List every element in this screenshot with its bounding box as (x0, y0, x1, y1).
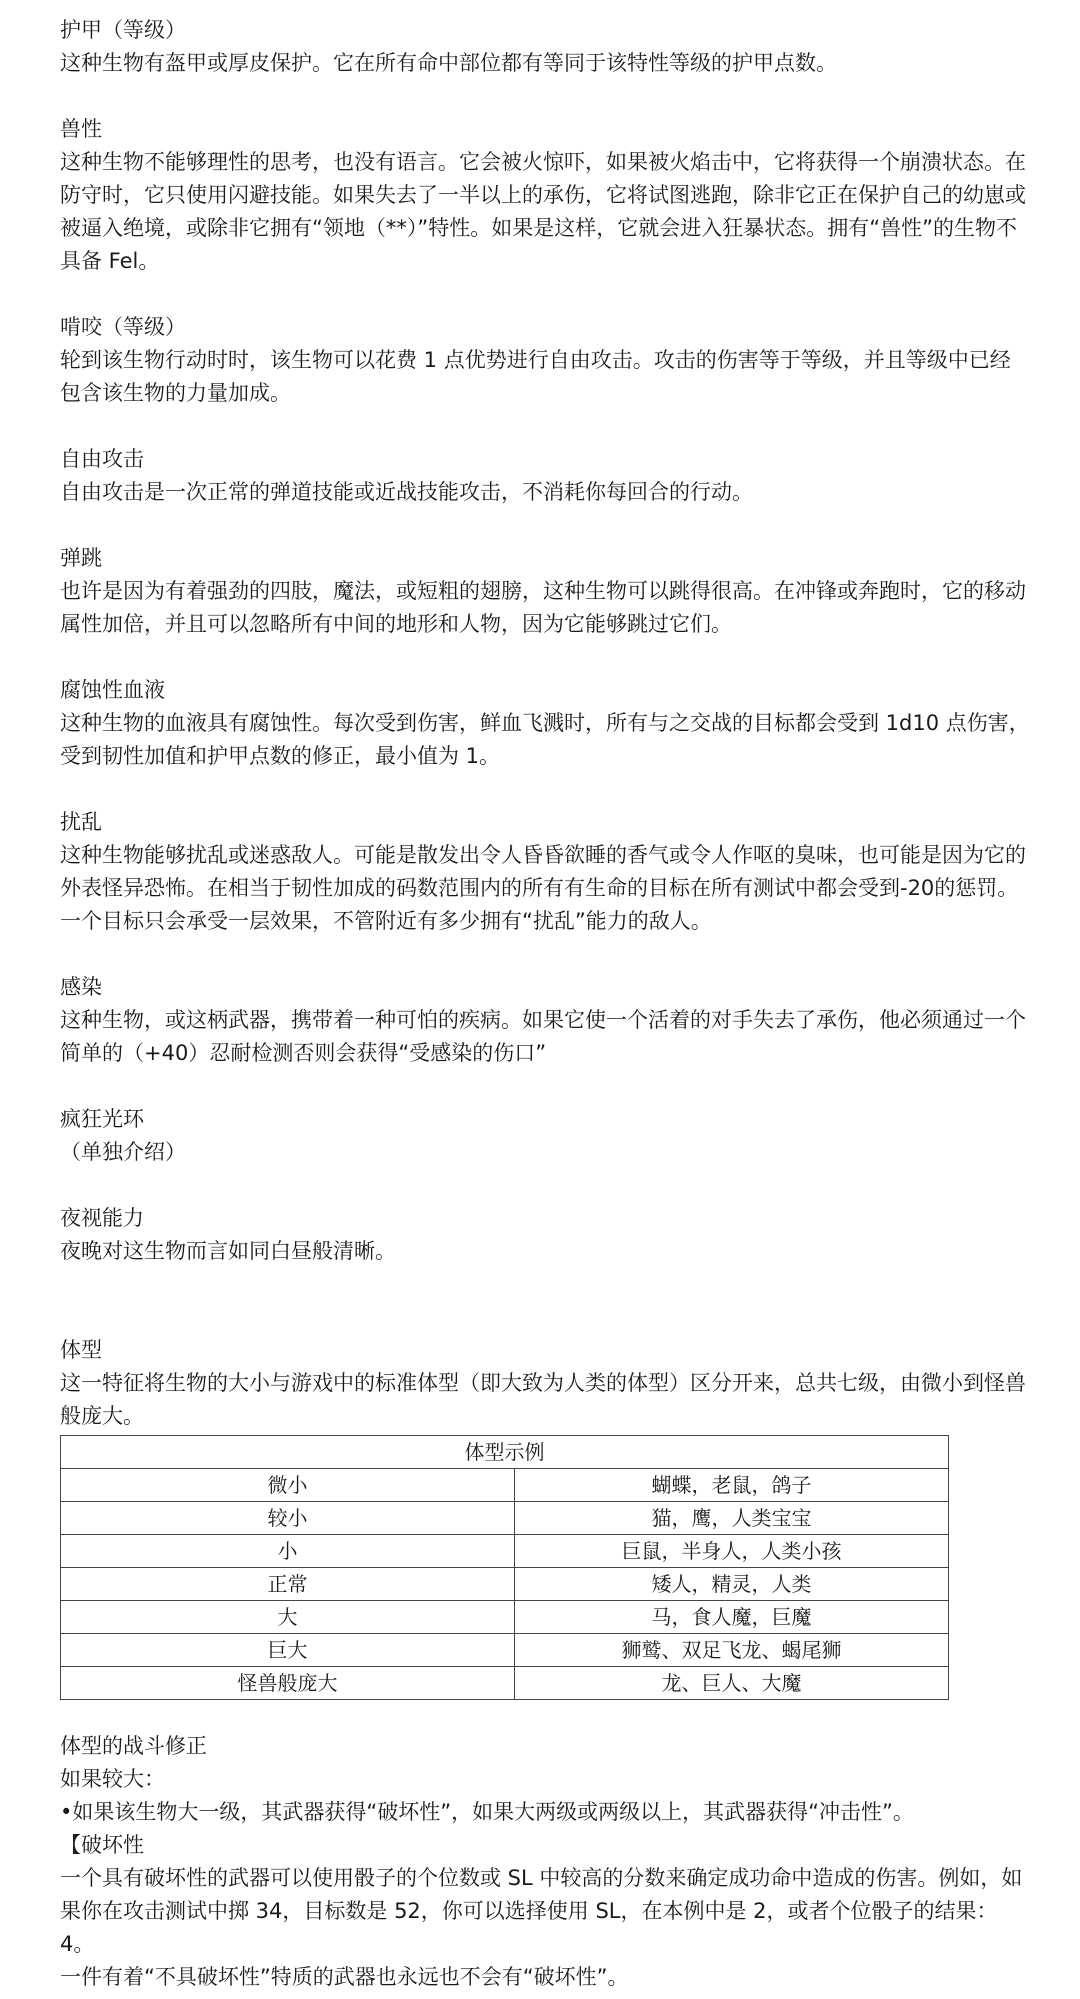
size-category: 微小 (61, 1469, 515, 1502)
trait-title: 护甲（等级） (60, 18, 186, 42)
trait-infected (60, 971, 1030, 1070)
trait-bite (60, 311, 1030, 410)
size-examples: 猫，鹰，人类宝宝 (515, 1502, 949, 1535)
size-examples: 巨鼠，半身人，人类小孩 (515, 1535, 949, 1568)
size-combat-modifiers (60, 1730, 1030, 1994)
trait-armour (60, 14, 1030, 80)
table-row (61, 1568, 949, 1601)
table-row (61, 1634, 949, 1667)
damaging-subheading: 【破坏性 (60, 1833, 144, 1857)
size-category: 小 (61, 1535, 515, 1568)
trait-title: 感染 (60, 975, 102, 999)
trait-corrosive-blood (60, 674, 1030, 773)
table-row (61, 1535, 949, 1568)
table-row (61, 1667, 949, 1700)
trait-night-vision (60, 1202, 1030, 1268)
trait-description: 夜晚对这生物而言如同白昼般清晰。 (60, 1239, 396, 1263)
document-page (60, 14, 1030, 1994)
trait-description: 这种生物，或这柄武器，携带着一种可怕的疾病。如果它使一个活着的对手失去了承伤，他必须通过一个简单的（+40）忍耐检测否则会获得“受感染的伤口” (60, 1008, 1026, 1065)
table-row (61, 1601, 949, 1634)
trait-title: 疯狂光环 (60, 1107, 144, 1131)
combat-title: 体型的战斗修正 (60, 1734, 207, 1758)
size-examples-table (60, 1435, 949, 1700)
damaging-note: 一件有着“不具破坏性”特质的武器也永远也不会有“破坏性”。 (60, 1965, 629, 1989)
size-examples: 蝴蝶，老鼠，鸽子 (515, 1469, 949, 1502)
damaging-description: 一个具有破坏性的武器可以使用骰子的个位数或 SL 中较高的分数来确定成功命中造成的伤害。例如，如果你在攻击测试中掷 34，目标数是 52，你可以选择使用 SL，在本例中是 2，或者个位骰子的结果：4。 (60, 1866, 1023, 1956)
size-title: 体型 (60, 1338, 102, 1362)
trait-madness-aura (60, 1103, 1030, 1169)
table-row (61, 1502, 949, 1535)
trait-title: 腐蚀性血液 (60, 678, 165, 702)
size-description: 这一特征将生物的大小与游戏中的标准体型（即大致为人类的体型）区分开来，总共七级，由微小到怪兽般庞大。 (60, 1371, 1026, 1428)
combat-bullet: •如果该生物大一级，其武器获得“破坏性”，如果大两级或两级以上，其武器获得“冲击性”。 (60, 1800, 914, 1824)
trait-description: 这种生物能够扰乱或迷惑敌人。可能是散发出令人昏昏欲睡的香气或令人作呕的臭味，也可能是因为它的外表怪异恐怖。在相当于韧性加成的码数范围内的所有有生命的目标在所有测试中都会受到-20的惩罚。一个目标只会承受一层效果，不管附近有多少拥有“扰乱”能力的敌人。 (60, 843, 1026, 933)
trait-distracting (60, 806, 1030, 938)
combat-intro: 如果较大： (60, 1767, 165, 1791)
size-examples: 龙、巨人、大魔 (515, 1667, 949, 1700)
trait-description: 这种生物不能够理性的思考，也没有语言。它会被火惊吓，如果被火焰击中，它将获得一个崩溃状态。在防守时，它只使用闪避技能。如果失去了一半以上的承伤，它将试图逃跑，除非它正在保护自己的幼崽或被逼入绝境，或除非它拥有“领地（**）”特性。如果是这样，它就会进入狂暴状态。拥有“兽性”的生物不具备 Fel。 (60, 150, 1026, 273)
trait-description: 这种生物有盔甲或厚皮保护。它在所有命中部位都有等同于该特性等级的护甲点数。 (60, 51, 837, 75)
trait-title: 扰乱 (60, 810, 102, 834)
trait-description: 这种生物的血液具有腐蚀性。每次受到伤害，鲜血飞溅时，所有与之交战的目标都会受到 1d10 点伤害，受到韧性加值和护甲点数的修正，最小值为 1。 (60, 711, 1030, 768)
trait-bestial (60, 113, 1030, 278)
trait-description: 也许是因为有着强劲的四肢，魔法，或短粗的翅膀，这种生物可以跳得很高。在冲锋或奔跑时，它的移动属性加倍，并且可以忽略所有中间的地形和人物，因为它能够跳过它们。 (60, 579, 1026, 636)
trait-free-attack (60, 443, 1030, 509)
trait-size (60, 1334, 1030, 1700)
trait-description: （单独介绍） (60, 1140, 186, 1164)
size-examples: 马，食人魔，巨魔 (515, 1601, 949, 1634)
trait-title: 弹跳 (60, 546, 102, 570)
trait-title: 兽性 (60, 117, 102, 141)
trait-title: 自由攻击 (60, 447, 144, 471)
size-examples: 狮鹫、双足飞龙、蝎尾狮 (515, 1634, 949, 1667)
trait-title: 夜视能力 (60, 1206, 144, 1230)
trait-bounce (60, 542, 1030, 641)
size-category: 巨大 (61, 1634, 515, 1667)
size-category: 正常 (61, 1568, 515, 1601)
trait-description: 自由攻击是一次正常的弹道技能或近战技能攻击，不消耗你每回合的行动。 (60, 480, 753, 504)
table-header-row (61, 1436, 949, 1469)
trait-title: 啃咬（等级） (60, 315, 186, 339)
size-category: 怪兽般庞大 (61, 1667, 515, 1700)
table-row (61, 1469, 949, 1502)
table-header: 体型示例 (61, 1436, 949, 1469)
trait-description: 轮到该生物行动时时，该生物可以花费 1 点优势进行自由攻击。攻击的伤害等于等级，并且等级中已经包含该生物的力量加成。 (60, 348, 1011, 405)
size-examples: 矮人，精灵，人类 (515, 1568, 949, 1601)
size-category: 大 (61, 1601, 515, 1634)
size-category: 较小 (61, 1502, 515, 1535)
